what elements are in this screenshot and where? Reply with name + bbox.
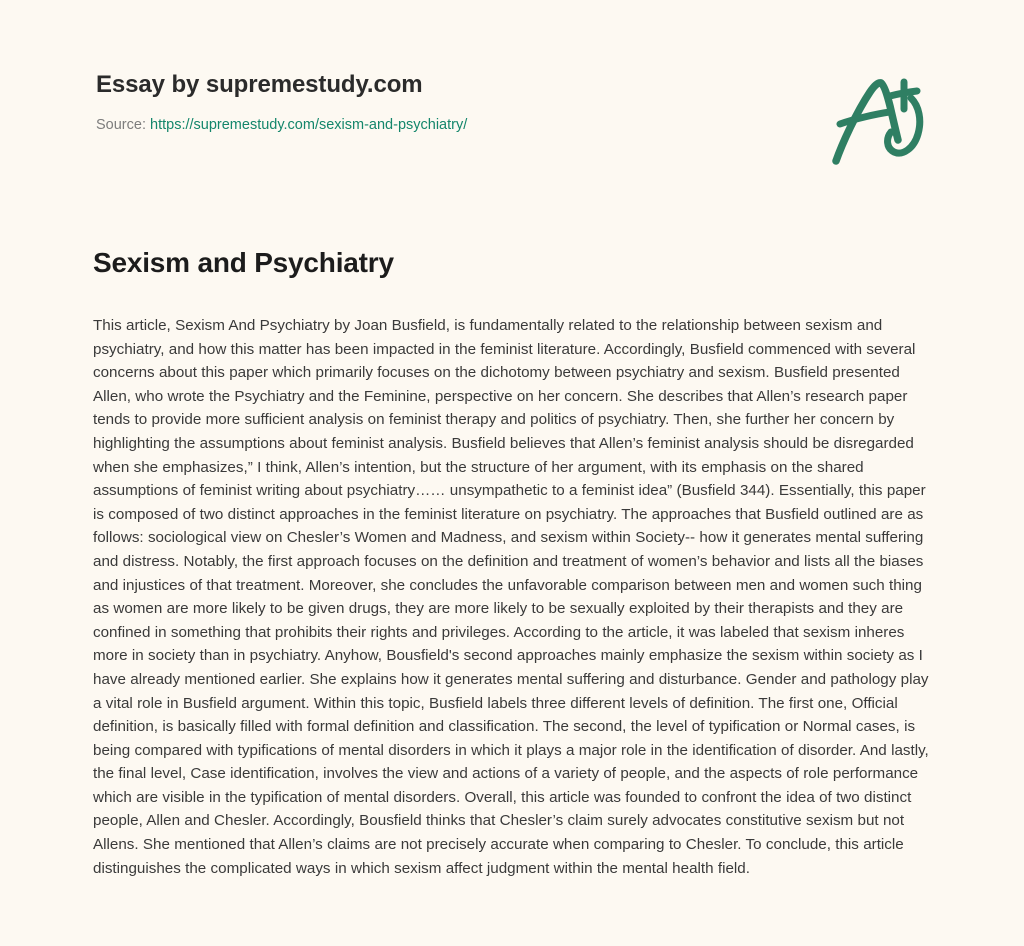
document-header bbox=[0, 0, 1024, 200]
article-container bbox=[93, 246, 929, 880]
source-label: Source: bbox=[96, 117, 146, 133]
article-body-text: This article, Sexism And Psychiatry by Joan Busfield, is fundamentally related to the relationship between sexism and psychiatry, and how this matter has been impacted in the feminist literature. Accordingly, Busfield commenced with several concerns about this paper which primarily focuses on the dichotomy between psychiatry and sexism. Busfield presented Allen, who wrote the Psychiatry and the Feminine, perspective on her concern. She describes that Allen’s research paper tends to provide more sufficient analysis on feminist therapy and politics of psychiatry. Then, she further her concern by highlighting the assumptions about feminist analysis. Busfield believes that Allen’s feminist analysis should be disregarded when she emphasizes,” I think, Allen’s intention, but the structure of her argument, with its emphasis on the shared assumptions of feminist writing about psychiatry…… unsympathetic to a feminist idea” (Busfield 344). Essentially, this paper is composed of two distinct approaches in the feminist literature on psychiatry. The approaches that Busfield outlined are as follows: sociological view on Chesler’s Women and Madness, and sexism within Society-- how it generates mental suffering and distress. Notably, the first approach focuses on the definition and treatment of women’s behavior and lists all the biases and injustices of that treatment. Moreover, she concludes the unfavorable comparison between men and women such thing as women are more likely to be given drugs, they are more likely to be sexually exploited by their therapists and they are confined in something that prohibits their rights and privileges. According to the article, it was labeled that sexism inheres more in society than in psychiatry. Anyhow, Bousfield's second approaches mainly emphasize the sexism within society as I have already mentioned earlier. She explains how it generates mental suffering and disturbance. Gender and pathology play a vital role in Busfield argument. Within this topic, Busfield labels three different levels of definition. The first one, Official definition, is basically filled with formal definition and classification. The second, the level of typification or Normal cases, is being compared with typifications of mental disorders in which it plays a major role in the identification of disorder. And lastly, the final level, Case identification, involves the view and actions of a variety of people, and the aspects of role performance which are visible in the typification of mental disorders. Overall, this article was founded to confront the idea of two distinct people, Allen and Chesler. Accordingly, Bousfield thinks that Chesler’s claim surely advocates constitutive sexism but not Allens. She mentioned that Allen’s claims are not precisely accurate when comparing to Chesler. To conclude, this article distinguishes the complicated ways in which sexism affect judgment within the mental health field. bbox=[93, 317, 929, 877]
source-url-link[interactable]: https://supremestudy.com/sexism-and-psychiatry/ bbox=[150, 117, 468, 133]
source-line bbox=[96, 115, 716, 135]
a-plus-logo-icon[interactable] bbox=[818, 66, 930, 170]
brand-block bbox=[96, 70, 716, 135]
brand-title: Essay by supremestudy.com bbox=[96, 71, 423, 98]
page-title: Sexism and Psychiatry bbox=[93, 247, 394, 278]
a-plus-logo-svg bbox=[818, 66, 930, 170]
